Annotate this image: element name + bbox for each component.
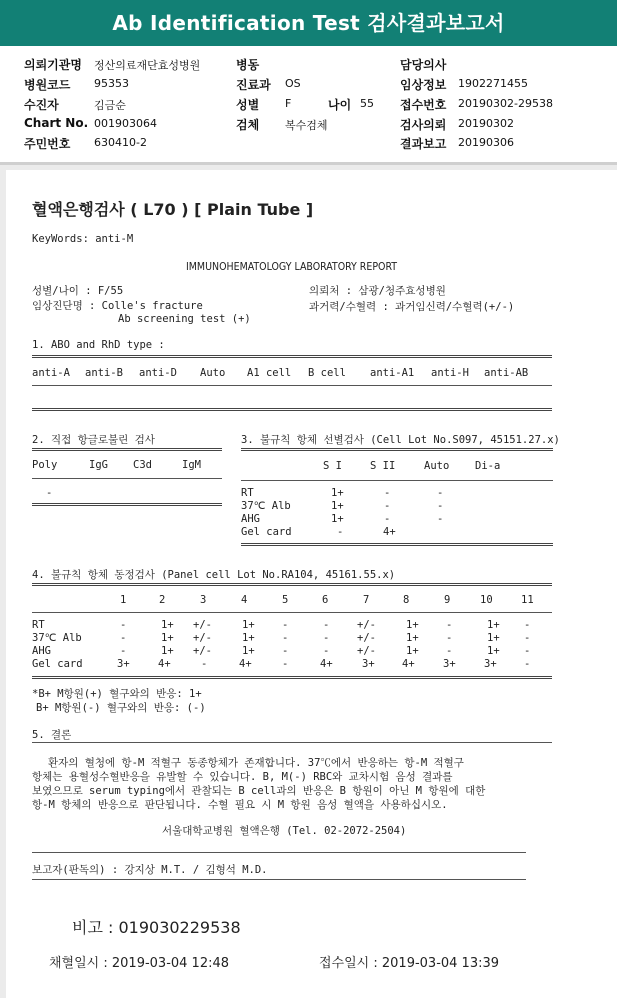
lab-title: IMMUNOHEMATOLOGY LABORATORY REPORT [186, 261, 398, 273]
panel-cell: 4+ [402, 658, 415, 670]
panel-col: 4 [241, 594, 248, 606]
panel-row-label: AHG [32, 645, 51, 657]
accession-label: 접수번호 [400, 98, 447, 112]
report-document [6, 170, 617, 998]
rule [32, 355, 552, 358]
panel-cell: - [524, 645, 531, 657]
panel-col: 6 [322, 594, 329, 606]
panel-cell: 1+ [242, 619, 255, 631]
panel-col: 10 [480, 594, 493, 606]
screen-cell: - [384, 513, 391, 525]
ssn-value: 630410-2 [94, 136, 147, 149]
abo-col-anti-a1: anti-A1 [370, 367, 415, 379]
dat-col-igm: IgM [182, 459, 201, 471]
clinical-info-value: 1902271455 [458, 77, 528, 90]
panel-cell: 1+ [406, 619, 419, 631]
code-label: 병원코드 [24, 78, 71, 92]
panel-row-label: Gel card [32, 658, 83, 670]
panel-cell: +/- [193, 645, 212, 657]
note-m-positive: *B+ M항원(+) 혈구와의 반응: 1+ [32, 688, 202, 700]
patient-label: 수진자 [24, 98, 59, 112]
panel-cell: 3+ [484, 658, 497, 670]
rule [32, 742, 552, 743]
reporter: 보고자(판독의) : 강지상 M.T. / 김형석 M.D. [32, 864, 268, 876]
panel-col: 11 [521, 594, 534, 606]
specimen-label: 검체 [236, 118, 260, 132]
rule [32, 503, 222, 506]
screen-cell: 1+ [331, 513, 344, 525]
rule [32, 478, 222, 479]
panel-cell: 3+ [443, 658, 456, 670]
diagnosis-sub: Ab screening test (+) [118, 313, 251, 325]
section-2-title: 2. 직접 항글로불린 검사 [32, 434, 155, 446]
panel-cell: 4+ [320, 658, 333, 670]
code-value: 95353 [94, 77, 129, 90]
panel-cell: +/- [357, 632, 376, 644]
collection-datetime: 채혈일시 : 2019-03-04 12:48 [49, 956, 230, 971]
panel-cell: - [524, 632, 531, 644]
rule [241, 448, 553, 451]
panel-cell: - [282, 632, 289, 644]
panel-cell: - [524, 658, 531, 670]
rule [32, 448, 222, 451]
conclusion-line: 환자의 혈청에 항-M 적혈구 동종항체가 존재합니다. 37℃에서 반응하는 항-M 적혈구 [48, 757, 464, 769]
header-divider [0, 162, 617, 165]
rule [241, 543, 553, 546]
hospital-label: 의뢰기관명 [24, 58, 82, 72]
panel-col: 8 [403, 594, 410, 606]
screen-row-label: AHG [241, 513, 260, 525]
screen-col-s1: S I [323, 460, 342, 472]
screen-cell: - [437, 500, 444, 512]
rule [32, 385, 552, 386]
panel-cell: - [282, 645, 289, 657]
panel-row-label: 37℃ Alb [32, 632, 82, 644]
abo-col-anti-d: anti-D [139, 367, 177, 379]
rule [32, 583, 552, 586]
dat-value: - [46, 487, 53, 499]
panel-cell: 4+ [239, 658, 252, 670]
panel-col: 3 [200, 594, 207, 606]
panel-cell: +/- [357, 645, 376, 657]
panel-cell: - [201, 658, 208, 670]
panel-col: 2 [159, 594, 166, 606]
doctor-label: 담당의사 [400, 58, 447, 72]
conclusion-line: 항체는 용혈성수혈반응을 유발할 수 있습니다. B, M(-) RBC와 교차시험 음성 결과를 [32, 771, 453, 783]
age-label: 나이 [328, 98, 352, 112]
result-date-label: 결과보고 [400, 137, 447, 151]
dat-col-igg: IgG [89, 459, 108, 471]
panel-cell: 1+ [406, 632, 419, 644]
patient-info-header [0, 46, 617, 162]
panel-col: 7 [363, 594, 370, 606]
note-m-negative: B+ M항원(-) 혈구와의 반응: (-) [36, 702, 206, 714]
conclusion-line: 항-M 항체의 반응으로 판단됩니다. 수혈 필요 시 M 항원 음성 혈액을 사용하십시오. [32, 799, 448, 811]
abo-col-anti-h: anti-H [431, 367, 469, 379]
blood-bank-footer: 서울대학교병원 혈액은행 (Tel. 02-2072-2504) [162, 825, 407, 837]
rule [241, 480, 553, 481]
panel-cell: 3+ [362, 658, 375, 670]
panel-cell: - [524, 619, 531, 631]
panel-cell: 1+ [487, 619, 500, 631]
rule [32, 852, 526, 853]
panel-cell: 1+ [161, 632, 174, 644]
panel-cell: +/- [193, 619, 212, 631]
keywords: KeyWords: anti-M [32, 233, 134, 245]
referrer: 의뢰처 : 삼광/청주효성병원 [309, 285, 446, 297]
receipt-datetime: 접수일시 : 2019-03-04 13:39 [319, 956, 500, 971]
screen-cell: - [437, 513, 444, 525]
abo-col-auto: Auto [200, 367, 226, 379]
panel-cell: +/- [357, 619, 376, 631]
screen-row-label: 37℃ Alb [241, 500, 291, 512]
panel-row-label: RT [32, 619, 45, 631]
panel-cell: - [120, 632, 127, 644]
panel-cell: 3+ [117, 658, 130, 670]
result-date-value: 20190306 [458, 136, 514, 149]
specimen-value: 복수검체 [285, 119, 328, 132]
screen-row-label: Gel card [241, 526, 292, 538]
abo-col-bcell: B cell [308, 367, 346, 379]
screen-cell: 1+ [331, 487, 344, 499]
panel-cell: - [446, 619, 453, 631]
rule [32, 612, 552, 613]
abo-col-anti-ab: anti-AB [484, 367, 529, 379]
panel-cell: - [282, 619, 289, 631]
abo-col-a1cell: A1 cell [247, 367, 292, 379]
patient-value: 김금순 [94, 99, 126, 112]
sex-value: F [285, 97, 292, 110]
report-title: Ab Identification Test 검사결과보고서 [0, 0, 617, 46]
screen-col-dia: Di-a [475, 460, 501, 472]
accession-value: 20190302-29538 [458, 97, 553, 110]
panel-cell: - [446, 645, 453, 657]
rule [32, 408, 552, 411]
chart-label: Chart No. [24, 116, 89, 130]
section-5-title: 5. 결론 [32, 729, 72, 741]
sex-label: 성별 [236, 98, 260, 112]
conclusion-line: 보였으므로 serum typing에서 관찰되는 B cell과의 반응은 B 항원이 아닌 M 항원에 대한 [32, 785, 486, 797]
panel-cell: - [446, 632, 453, 644]
panel-col: 1 [120, 594, 127, 606]
screen-cell: 1+ [331, 500, 344, 512]
dat-col-poly: Poly [32, 459, 58, 471]
sex-age: 성별/나이 : F/55 [32, 285, 124, 297]
remarks: 비고 : 019030229538 [72, 918, 241, 937]
panel-cell: 1+ [487, 632, 500, 644]
panel-cell: 1+ [406, 645, 419, 657]
panel-cell: 4+ [158, 658, 171, 670]
abo-col-anti-a: anti-A [32, 367, 70, 379]
clinical-info-label: 임상정보 [400, 78, 447, 92]
dat-col-c3d: C3d [133, 459, 152, 471]
panel-cell: - [323, 645, 330, 657]
panel-cell: 1+ [487, 645, 500, 657]
panel-cell: - [323, 632, 330, 644]
report-heading: 혈액은행검사 ( L70 ) [ Plain Tube ] [32, 200, 314, 219]
rule [32, 879, 526, 880]
ssn-label: 주민번호 [24, 137, 71, 151]
request-date-label: 검사의뢰 [400, 118, 447, 132]
screen-row-label: RT [241, 487, 254, 499]
screen-col-auto: Auto [424, 460, 450, 472]
rule [32, 676, 552, 679]
panel-cell: - [120, 619, 127, 631]
screen-cell: - [337, 526, 344, 538]
abo-col-anti-b: anti-B [85, 367, 123, 379]
screen-col-s2: S II [370, 460, 396, 472]
panel-cell: - [120, 645, 127, 657]
screen-cell: - [384, 487, 391, 499]
history: 과거력/수혈력 : 과거임신력/수혈력(+/-) [309, 301, 515, 313]
chart-value: 001903064 [94, 117, 157, 130]
panel-cell: 1+ [161, 645, 174, 657]
screen-cell: - [384, 500, 391, 512]
panel-cell: 1+ [161, 619, 174, 631]
dept-label: 진료과 [236, 78, 271, 92]
panel-cell: - [282, 658, 289, 670]
panel-cell: +/- [193, 632, 212, 644]
screen-cell: - [437, 487, 444, 499]
section-4-title: 4. 불규칙 항체 동정검사 (Panel cell Lot No.RA104, 45161.55.x) [32, 569, 396, 581]
request-date-value: 20190302 [458, 117, 514, 130]
panel-cell: 1+ [242, 645, 255, 657]
section-3-title: 3. 불규칙 항체 선별검사 (Cell Lot No.S097, 45151.27.x) [241, 434, 560, 446]
ward-label: 병동 [236, 58, 260, 72]
age-value: 55 [360, 97, 374, 110]
panel-cell: - [323, 619, 330, 631]
dept-value: OS [285, 77, 301, 90]
section-1-title: 1. ABO and RhD type : [32, 339, 165, 351]
panel-cell: 1+ [242, 632, 255, 644]
diagnosis: 임상진단명 : Colle's fracture [32, 300, 203, 312]
panel-col: 5 [282, 594, 289, 606]
screen-cell: 4+ [383, 526, 396, 538]
hospital-value: 정산의료재단효성병원 [94, 59, 201, 72]
panel-col: 9 [444, 594, 451, 606]
